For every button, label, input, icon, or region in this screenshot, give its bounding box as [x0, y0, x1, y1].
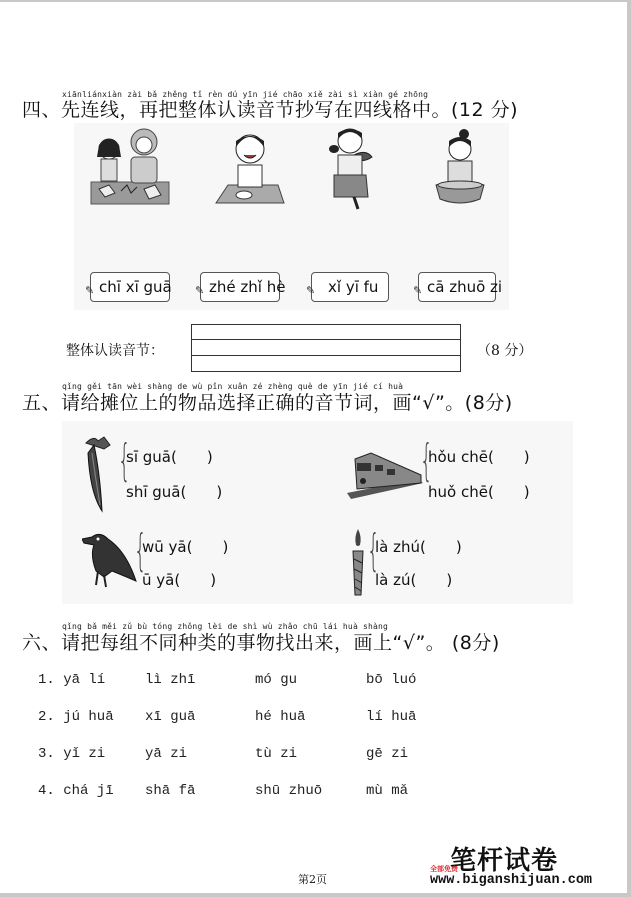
item[interactable]: hé huā	[255, 709, 306, 725]
choice-si-gua[interactable]: sī guā( )	[126, 448, 213, 466]
word-card-label: xǐ yī fu	[328, 278, 379, 296]
section5-pinyin: qǐng gěi tān wèi shàng de wù pǐn xuǎn zé zhèng què de yīn jié cí huà	[62, 382, 404, 391]
item[interactable]: bō luó	[366, 672, 417, 688]
candle-picture	[350, 529, 366, 597]
brace: {	[118, 435, 131, 486]
worksheet-page	[0, 2, 627, 893]
word-card-label: cā zhuō zi	[427, 278, 503, 296]
word-card-xi-yi-fu[interactable]	[306, 272, 389, 302]
choice-wu-ya[interactable]: wū yā( )	[142, 538, 229, 556]
word-card-label: chī xī guā	[99, 278, 172, 296]
brand-logo-title: 笔杆试卷	[450, 846, 559, 876]
item[interactable]: tù zi	[255, 746, 298, 762]
word-card-label: zhé zhǐ hè	[209, 278, 286, 296]
writing-score: （8 分）	[477, 343, 533, 359]
choice-la-zhu[interactable]: là zhú( )	[375, 538, 462, 556]
item[interactable]: yā zi	[145, 746, 188, 762]
girl-washing-clothes-picture	[434, 127, 486, 207]
section5-stall-panel	[62, 421, 573, 604]
grid-line	[192, 339, 460, 340]
train-picture	[347, 449, 423, 499]
choice-huo-che[interactable]: huǒ chē( )	[428, 483, 530, 501]
grid-line	[192, 355, 460, 356]
item[interactable]: lì zhī	[145, 672, 196, 688]
brace: {	[420, 435, 433, 486]
loofah-picture	[80, 433, 120, 513]
section6-pinyin: qǐng bǎ měi zǔ bù tóng zhǒng lèi de shì wù zhǎo chū lái huà shàng	[62, 622, 389, 631]
pen-icon: ✎	[85, 284, 95, 297]
page-number: 第2页	[298, 873, 327, 886]
item[interactable]: 2. jú huā	[38, 709, 114, 725]
pen-icon: ✎	[413, 284, 423, 297]
section6-title: 六、请把每组不同种类的事物找出来，画上“√”。 (8分)	[22, 632, 500, 654]
item[interactable]: shā fā	[145, 783, 196, 799]
section4-picture-panel	[74, 123, 509, 310]
word-card-chi-xi-gua[interactable]	[85, 272, 172, 302]
brand-free-badge: 全部免费	[430, 865, 458, 873]
boy-folding-paper-picture	[214, 127, 286, 205]
brand-url[interactable]: www.biganshijuan.com	[430, 873, 593, 888]
section5-title: 五、请给摊位上的物品选择正确的音节词，画“√”。(8分)	[22, 392, 513, 414]
item[interactable]: shū zhuō	[255, 783, 323, 799]
item[interactable]: mó gu	[255, 672, 298, 688]
writing-label: 整体认读音节：	[66, 343, 164, 359]
choice-la-zu[interactable]: là zú( )	[375, 571, 453, 589]
crow-picture	[82, 531, 138, 589]
section4-pinyin: xiānliánxiàn zài bǎ zhěng tǐ rèn dú yīn jié chāo xiě zài sì xiàn gé zhōng	[62, 90, 429, 99]
item[interactable]: mù mǎ	[366, 783, 409, 799]
choice-hou-che[interactable]: hǒu chē( )	[428, 448, 530, 466]
item[interactable]: gē zi	[366, 746, 409, 762]
word-card-ca-zhuo-zi[interactable]	[413, 272, 503, 302]
choice-shi-gua[interactable]: shī guā( )	[126, 483, 223, 501]
brace: {	[367, 525, 380, 576]
item[interactable]: xī guā	[145, 709, 196, 725]
four-line-writing-grid[interactable]	[191, 324, 461, 372]
pen-icon: ✎	[195, 284, 205, 297]
item[interactable]: 4. chá jī	[38, 783, 114, 799]
girl-eating-watermelon-picture	[324, 125, 378, 211]
girl-grandma-paper-crane-picture	[89, 127, 171, 207]
item[interactable]: 1. yā lí	[38, 672, 106, 688]
word-card-zhe-zhi-he[interactable]	[195, 272, 286, 302]
section4-title: 四、先连线，再把整体认读音节抄写在四线格中。(12 分)	[22, 99, 519, 121]
item[interactable]: 3. yǐ zi	[38, 746, 106, 762]
choice-u-ya[interactable]: ū yā( )	[142, 571, 217, 589]
pen-icon: ✎	[306, 284, 316, 297]
item[interactable]: lí huā	[366, 709, 417, 725]
brace: {	[134, 525, 147, 576]
